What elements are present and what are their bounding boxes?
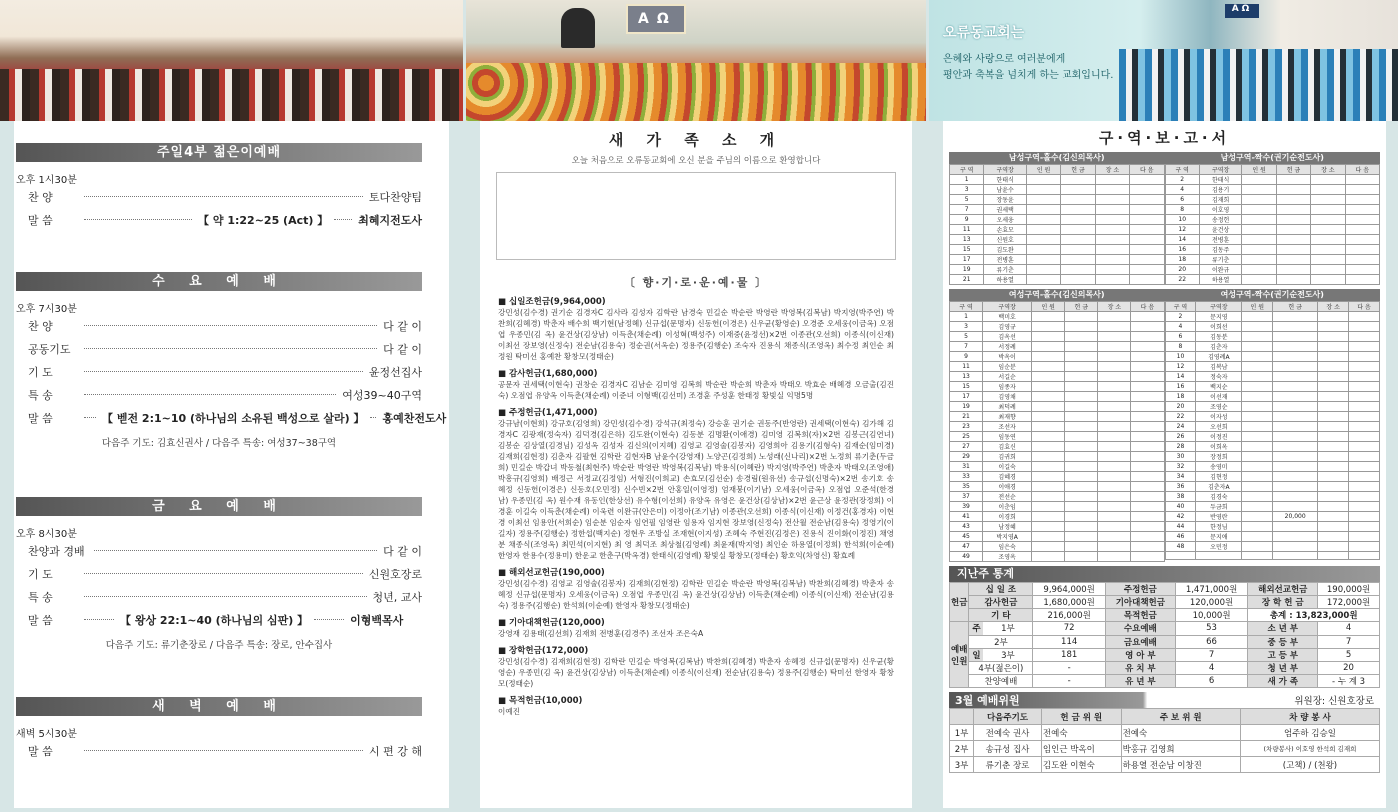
offering-block: ■ 주정헌금(1,471,000) 강규남(이현희) 강규호(김영희) 강민성(김수경) 강석규(최정숙) 강승훈 권기순 권동주(반영란) 권세택(이현숙) 김가해 김경자C 김광재(정숙자) 김덕경(김은하) 김도완(이현숙) 김동분 김명환(이애경) 김미영 김복희(자)×2번 김봉근(김연녀) 김봉순 김상열(김경님) 김성옥 김성자 김신의(이지혜) 김영교 김영술(김봉자) 김영희아 김용기(김형숙) 김재순(임미경) 김재희(김현정) 김춘자 김팔현 김학란 김현자B 남윤수(강영재) 노양곤(김정희) 노성래(신나리)×2번 노정희 류기춘(두금희) 민길순 박갑녀 박동철(최현주) 박순란 박영란 박영복(김복남) 박용식(이혜란) 박지영(박주연) 박춘자 박태오(조영애) 박흥규(김영희) 배정근 서정교(김정임) 서형진(이희교) 손효모(김선순) 송경림(원유선) 송규섭(신명숙)×2번 송기호 송혜정 신동헌(이경은) 신동호(오민정) 신수빈×2번 안홍일(이영정) 엄재붕(이기남) 오세웅(이금옥) 오점엽 오준석(한경남) 우종민(김 옥) 원수재 유동인(한상선) 유수형(이선희) 유양옥 유영은 윤건상(김상남)×2번 윤근상 윤정관(장정희) 이경훈 이길숙 이득춘(채순례) 이욱련 이완규(안은미) 이정아(조기남) 이종관(오선희) 이종식(이신재) 이정건(홍경자) 이현경 이최선 임용안(서희순) 임순분 임순자 임연필 임영란 임용자 임지현 장보영(신정숙) 전산월 전순남(김용숙) 정영기(이길자) 정용주(김행순) 정한섭(백지순) 정현우 조방실 조재현(이지성) 조혜숙 주현진(김정은) 진용식 진이화(이정진) 채영분 채종식(조영옥) 최민석(이지현) 최 영 최덕조 최상철(김영례) 최윤재(박지영) 최인순 하용열(이정희) 한석희(이순예) 한영자 한용수(정용미) 한운교 한춘구(박옥경) 한태식(김영례) 황빛실 황창모(정태순) 황호익(차영신) 황효례 [498, 408, 894, 560]
district-row [1165, 552, 1380, 560]
order-row: 말 씀 【 벧전 2:1~10 (하나님의 소유된 백성으로 살라) 】 홍예찬전도사 [28, 411, 447, 425]
panel-new-family-offerings [466, 0, 926, 812]
district-row: 44 한정님 [1165, 522, 1380, 532]
section-title: 새 벽 예 배 [16, 697, 422, 716]
district-row: 41 이경희 [950, 512, 1165, 522]
district-row: 22 이자성 [1165, 412, 1380, 422]
district-table: 구 역 구역장 인 원 헌 금 장 소 다 음 2 한태식 4 김용기 6 김재희 8 이호영 10 송정헌 12 윤건상 14 전병훈 16 김동주 18 류기춘 20 이완규 22 하용열 [1165, 164, 1381, 285]
section-title: 금 요 예 배 [16, 497, 422, 516]
order-row: 기 도 신원호장로 [28, 567, 422, 581]
district-row: 10 송정헌 [1165, 215, 1380, 225]
order-row: 공동기도 다 같 이 [28, 342, 422, 356]
next-week-note: 다음주 기도: 김효신권사 / 다음주 특송: 여성37~38구역 [101, 438, 337, 449]
offering-block: ■ 기아대책헌금(120,000) 강영재 김용태(김선희) 김재희 전병훈(김경주) 조선자 조은숙A [498, 618, 704, 638]
district-row: 4 김용기 [1165, 185, 1380, 195]
stats-title: 지난주 통계 [949, 566, 1380, 582]
staff-leader: 위원장: 신원호장로 [1294, 696, 1374, 707]
section-time: 오후 8시30분 [16, 529, 77, 540]
district-row: 14 전병훈 [1165, 235, 1380, 245]
district-table: 구 역 구역장 인 원 헌 금 장 소 다 음 1 한태식 3 남윤수 5 장동윤 7 권세택 9 오세웅 11 손효모 13 신원호 15 김도완 17 전병훈 19 류기춘 21 하용열 [949, 164, 1165, 285]
pastor-figure [561, 8, 595, 48]
report-title: 구·역·보·고·서 [1098, 129, 1231, 147]
offering-block: ■ 해외선교헌금(190,000) 강민성(김수경) 김영교 김영술(김봉자) 김재희(김현정) 김학란 민길순 박순란 박영복(김복남) 박찬희(김혜경) 박춘자 송혜정 신규섭(문명자) 오세웅(이금옥) 오점엽 우종민(김 옥) 윤건상(김상남) 이득춘(채순례) 이종식(이신재) 전순남(김용숙) 정용주(김행순) 한석희(이순예) 한영자 황창모(정태순) [498, 568, 894, 610]
district-row: 6 김동분 [1165, 332, 1380, 342]
district-row: 47 임은숙 [950, 542, 1165, 552]
district-row: 10 김영례A [1165, 352, 1380, 362]
district-row: 37 전선순 [950, 492, 1165, 502]
district-row: 16 김동주 [1165, 245, 1380, 255]
order-row: 말 씀 【 왕상 22:1~40 (하나님의 심판) 】 이형백목사 [28, 613, 404, 627]
order-row: 찬 양 다 같 이 [28, 319, 422, 333]
district-row: 16 백지순 [1165, 382, 1380, 392]
district-row: 22 하용열 [1165, 275, 1380, 285]
district-row: 5 장동윤 [950, 195, 1165, 205]
offering-block: ■ 장학헌금(172,000) 강민성(김수경) 김재희(김현정) 김학란 민길순 박영복(김복남) 박찬희(김혜경) 박춘자 송혜정 신규섭(문명자) 신우균(황영순) 우종민(김 옥) 윤건상(김상남) 이득춘(채순례) 이종식(이신재) 전순남(김용숙) 정용주(김행순) 탁미선 한영자 황창모(정태순) [498, 646, 894, 688]
staff-title-bar [949, 692, 1380, 708]
new-family-title: 새 가 족 소 개 [608, 131, 784, 149]
group-photo [1119, 49, 1398, 121]
district-row: 48 오민정 [1165, 542, 1380, 552]
district-row: 29 김귀희 [950, 452, 1165, 462]
district-row: 1 백미호 [950, 312, 1165, 322]
district-row: 27 김효신 [950, 442, 1165, 452]
female-districts [949, 289, 1380, 562]
district-row: 3 남윤수 [950, 185, 1165, 195]
district-row: 2 문지영 [1165, 312, 1380, 322]
order-row: 특 송 여성39~40구역 [28, 388, 422, 402]
section-time: 오후 1시30분 [16, 175, 77, 186]
district-row: 15 임종자 [950, 382, 1165, 392]
district-row: 18 류기춘 [1165, 255, 1380, 265]
district-row: 35 이애경 [950, 482, 1165, 492]
section-title: 수 요 예 배 [16, 272, 422, 291]
district-row: 49 조영옥 [950, 552, 1165, 562]
district-row: 19 류기춘 [950, 265, 1165, 275]
district-row: 8 이호영 [1165, 205, 1380, 215]
district-row: 26 이정진 [1165, 432, 1380, 442]
order-row: 찬양과 경배 다 같 이 [28, 544, 422, 558]
district-row: 36 김춘자A [1165, 482, 1380, 492]
district-group-title: 남성구역-짝수(권기순전도사) [1165, 152, 1381, 164]
district-row: 20 이완규 [1165, 265, 1380, 275]
district-group-title: 여성구역-짝수(권기순전도사) [1165, 289, 1381, 301]
district-row: 42 반영란 20,000 [1165, 512, 1380, 522]
offering-block: ■ 십일조헌금(9,964,000) 강민성(김수경) 권기순 김경자C 김사라 김성자 김학란 남경숙 민길순 박순란 박영란 박영복(김복남) 박지영(박주연) 박찬희(김혜경) 박춘자 배수희 백기현(남정혜) 신규섭(문명자) 신동헌(이경은) 신우균(황영순) 오경준 오세웅(이금옥) 오점엽 우종민(김 옥) 윤건상(김상남) 이득춘(채순례) 이성혁(백성주) 이재중(윤정선)×2번 이종관(오선희) 이종식(이신재) 이최선 장보영(신정숙) 전순남(김용숙) 정순권(서옥순) 정용주(김행순) 조숙자 진용식 채종식(조영옥) 최수정 최인순 최정원 탁미선 홍예찬 황창모(정태순) [498, 297, 894, 361]
district-row: 23 조선자 [950, 422, 1165, 432]
panel-district-report [929, 0, 1398, 812]
report-card [943, 121, 1386, 808]
district-row: 14 정숙자 [1165, 372, 1380, 382]
district-group-title: 여성구역-홀수(김신의목사) [949, 289, 1165, 301]
district-row: 12 윤건상 [1165, 225, 1380, 235]
order-row: 말 씀 시 편 강 해 [28, 744, 422, 758]
staff-table: 다음주기도 헌 금 위 원 주 보 위 원 차 량 봉 사 1부 전예숙 권사 전예숙 전예숙 엄주하 김승일 2부 송규성 집사 임인근 박옥이 박홍규 김영희 (차량봉사) 이호영 한석희 김재희 3부 류기춘 장로 김도완 이현숙 하용열 전순남 이창진 (고책) / (천왕) [949, 708, 1380, 773]
district-row: 3 김영규 [950, 322, 1165, 332]
district-row: 4 이희선 [1165, 322, 1380, 332]
alpha-omega-sign: ΑΩ [626, 4, 686, 34]
district-row: 40 두금희 [1165, 502, 1380, 512]
district-row: 12 김복남 [1165, 362, 1380, 372]
harvest-offering [466, 63, 926, 121]
church-motto: 오류동교회는 은혜와 사랑으로 여러분에게 평안과 축복을 넘치게 하는 교회입니다. [943, 25, 1114, 81]
district-row: 11 손효모 [950, 225, 1165, 235]
alpha-omega-sign: ΑΩ [1225, 4, 1259, 18]
district-row: 21 하용열 [950, 275, 1165, 285]
district-row: 25 임동연 [950, 432, 1165, 442]
district-table: 구 역 구역장 인 원 헌 금 장 소 다 음 2 문지영 4 이희선 6 김동분 8 김춘자 10 김영례A 12 김복남 14 정숙자 16 백지순 18 이선재 20 조영순 22 이자성 24 오선희 26 이정진 28 이희옥 30 장정희 32 송영미 34 김현정 36 김춘자A 38 김경숙 40 두금희 42 반영란 20,000 44 한정님 46 문지애 48 오민정 [1165, 301, 1381, 560]
order-row: 특 송 청년, 교사 [28, 590, 422, 604]
staff-title: 3월 예배위원 [955, 694, 1020, 707]
section-friday-worship [16, 497, 422, 651]
new-family-box [496, 172, 896, 260]
district-row: 28 이희옥 [1165, 442, 1380, 452]
district-row: 38 김경숙 [1165, 492, 1380, 502]
district-row: 7 서정례 [950, 342, 1165, 352]
order-row: 말 씀 【 약 1:22~25 (Act) 】 최혜지전도사 [28, 213, 422, 227]
district-row: 21 최재향 [950, 412, 1165, 422]
district-row: 20 조영순 [1165, 402, 1380, 412]
panel-worship-schedule [0, 0, 463, 812]
district-row: 24 오선희 [1165, 422, 1380, 432]
congregation-photo [929, 0, 1398, 121]
district-row: 8 김춘자 [1165, 342, 1380, 352]
section-youth-worship [16, 143, 422, 231]
district-row: 46 문지애 [1165, 532, 1380, 542]
order-row: 찬 양 토다찬양팀 [28, 190, 422, 204]
district-row: 34 김현정 [1165, 472, 1380, 482]
section-time: 새벽 5시30분 [16, 729, 77, 740]
district-row: 31 이길숙 [950, 462, 1165, 472]
district-row: 39 이춘임 [950, 502, 1165, 512]
district-row: 13 서길순 [950, 372, 1165, 382]
district-row: 19 최덕례 [950, 402, 1165, 412]
district-row: 9 오세웅 [950, 215, 1165, 225]
new-family-subtitle: 오늘 처음으로 오류동교회에 오신 분을 주님의 이름으로 환영합니다 [571, 156, 821, 166]
section-time: 오후 7시30분 [16, 304, 77, 315]
district-row: 7 권세택 [950, 205, 1165, 215]
altar-photo [466, 0, 926, 121]
district-row: 1 한태식 [950, 175, 1165, 185]
district-row: 6 김재희 [1165, 195, 1380, 205]
district-group-title: 남성구역-홀수(김신의목사) [949, 152, 1165, 164]
order-row: 기 도 윤정선집사 [28, 365, 422, 379]
offering-banner: 〔 향·기·로·운·예·물 〕 [623, 276, 769, 289]
stats-table: 헌금 십 일 조 9,964,000원 주정헌금 1,471,000원 해외선교헌금 190,000원 감사헌금 1,680,000원 기아대책헌금 120,000원 장 학 헌 금 172,000원 기 타 216,000원 목적헌금 10,000원 총계 : 13,823,000원 예배 인원 주 1부 72 수요예배 53 소 년 부 4 2부 114 금요예배 66 중 등 부 7 일 3부 181 영 아 부 7 고 등 부 5 4부(젊은이) - 유 치 부 4 청 년 부 20 찬양예배 - 유 년 부 6 새 가 족 - 누 계 3 [949, 582, 1380, 688]
district-row: 9 박옥이 [950, 352, 1165, 362]
district-table: 구 역 구역장 인 원 헌 금 장 소 다 음 1 백미호 3 김영규 5 김옥선 7 서정례 9 박옥이 11 임순분 13 서길순 15 임종자 17 김영채 19 최덕례 21 최재향 23 조선자 25 임동연 27 김효신 29 김귀희 31 이길숙 33 김혜경 35 이애경 37 전선순 39 이춘임 41 이경희 43 남정혜 45 박지영A 47 임은숙 49 조영옥 [949, 301, 1165, 562]
district-row: 15 김도완 [950, 245, 1165, 255]
district-row: 43 남정혜 [950, 522, 1165, 532]
offering-block: ■ 감사헌금(1,680,000) 공문자 권세택(이현숙) 권창순 김경자C 김남순 김미영 김복희 박순란 박순희 박춘자 박태오 박효순 배혜경 오금출(김진숙) 오점엽 유양옥 이득춘(채순례) 이준녀 이형백(김선미) 조경훈 주성훈 한태정 황빛실 익명5명 [498, 369, 894, 400]
section-title: 주일4부 젊은이예배 [16, 143, 422, 162]
district-row: 33 김혜경 [950, 472, 1165, 482]
section-dawn-worship [16, 697, 422, 762]
district-row: 18 이선재 [1165, 392, 1380, 402]
district-row: 32 송영미 [1165, 462, 1380, 472]
district-row: 17 전병훈 [950, 255, 1165, 265]
next-week-note: 다음주 기도: 류기춘장로 / 다음주 특송: 장로, 안수집사 [105, 640, 333, 651]
offering-block: ■ 목적헌금(10,000) 이예진 [498, 696, 583, 716]
male-districts [949, 152, 1380, 285]
district-row: 17 김영채 [950, 392, 1165, 402]
district-row: 45 박지영A [950, 532, 1165, 542]
section-wednesday-worship [16, 272, 447, 449]
district-row: 2 한태식 [1165, 175, 1380, 185]
choir-photo [0, 0, 463, 121]
district-row: 11 임순분 [950, 362, 1165, 372]
district-row: 5 김옥선 [950, 332, 1165, 342]
district-row: 13 신원호 [950, 235, 1165, 245]
content-card [480, 121, 912, 808]
district-row: 30 장정희 [1165, 452, 1380, 462]
